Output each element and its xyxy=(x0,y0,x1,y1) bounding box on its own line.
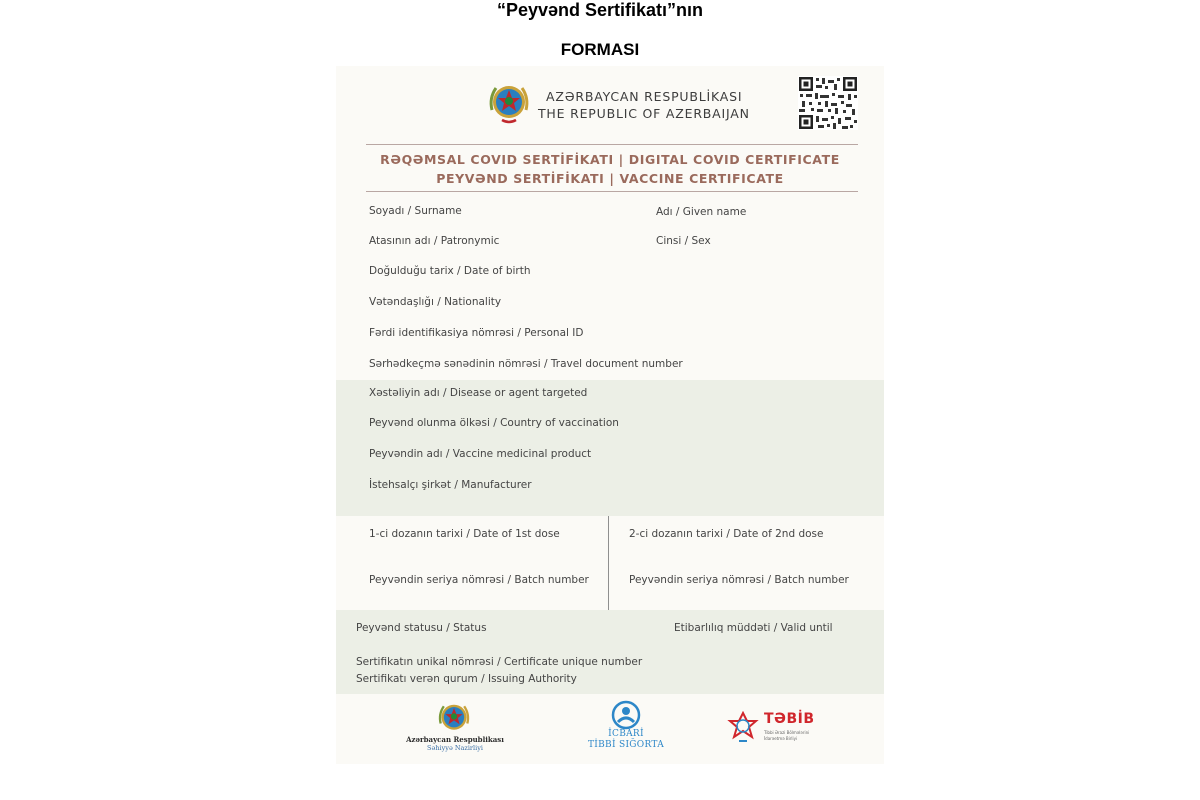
ministry-name-line1: Azərbaycan Respublikası xyxy=(406,735,504,744)
tabib-logo-icon xyxy=(726,711,760,745)
field-dose2-batch: Peyvəndin seriya nömrəsi / Batch number xyxy=(629,574,849,586)
field-dose2-date: 2-ci dozanın tarixi / Date of 2nd dose xyxy=(629,528,824,540)
field-nationality: Vətəndaşlığı / Nationality xyxy=(369,296,502,308)
ministry-name-line2: Səhiyyə Nazirliyi xyxy=(427,744,483,752)
certificate-title-line2: PEYVƏND SERTİFİKATI | VACCINE CERTIFICATE xyxy=(436,171,784,186)
field-sex: Cinsi / Sex xyxy=(656,235,711,247)
header-divider-top xyxy=(366,144,858,145)
field-valid-until: Etibarlılıq müddəti / Valid until xyxy=(674,622,833,634)
field-date-of-birth: Doğulduğu tarix / Date of birth xyxy=(369,265,531,277)
document-subtitle: FORMASI xyxy=(560,40,640,59)
certificate-title-line1: RƏQƏMSAL COVID SERTİFİKATI | DIGITAL COVID CERTIFICATE xyxy=(380,152,840,167)
field-surname: Soyadı / Surname xyxy=(369,205,462,217)
field-dose1-batch: Peyvəndin seriya nömrəsi / Batch number xyxy=(369,574,589,586)
medical-insurance-logo-icon xyxy=(609,700,643,730)
insurance-name-line2: TİBBİ SIĞORTA xyxy=(587,740,665,750)
dose-column-divider xyxy=(608,516,609,610)
field-issuing-authority: Sertifikatı verən qurum / Issuing Authority xyxy=(356,673,577,685)
field-disease: Xəstəliyin adı / Disease or agent targeted xyxy=(369,387,588,399)
header-divider-bottom xyxy=(366,191,858,192)
republic-name-en: THE REPUBLIC OF AZERBAIJAN xyxy=(538,106,750,121)
field-status: Peyvənd statusu / Status xyxy=(356,622,487,634)
vaccine-certificate-card xyxy=(336,66,884,764)
tabib-tagline-2: İdarəetmə Birliyi xyxy=(764,736,798,741)
field-unique-number: Sertifikatın unikal nömrəsi / Certificate unique number xyxy=(356,656,643,668)
republic-name-az: AZƏRBAYCAN RESPUBLİKASI xyxy=(546,89,743,104)
field-given-name: Adı / Given name xyxy=(656,206,747,218)
qr-code-icon xyxy=(798,76,858,130)
field-personal-id: Fərdi identifikasiya nömrəsi / Personal ID xyxy=(369,327,584,339)
field-dose1-date: 1-ci dozanın tarixi / Date of 1st dose xyxy=(369,528,560,540)
tabib-name: TƏBİB xyxy=(764,711,815,727)
field-patronymic: Atasının adı / Patronymic xyxy=(369,235,500,247)
field-travel-document: Sərhədkeçmə sənədinin nömrəsi / Travel document number xyxy=(369,358,683,370)
field-country-of-vaccination: Peyvənd olunma ölkəsi / Country of vaccination xyxy=(369,417,619,429)
field-vaccine-product: Peyvəndin adı / Vaccine medicinal product xyxy=(369,448,592,460)
tabib-tagline-1: Tibbi Ərazi Bölmələrini xyxy=(764,730,810,735)
azerbaijan-emblem-icon xyxy=(486,80,532,126)
field-manufacturer: İstehsalçı şirkət / Manufacturer xyxy=(369,479,532,491)
document-title: “Peyvənd Sertifikatı”nın xyxy=(496,0,704,20)
insurance-name-line1: İCBARİ xyxy=(608,729,644,739)
ministry-emblem-icon xyxy=(436,700,472,736)
